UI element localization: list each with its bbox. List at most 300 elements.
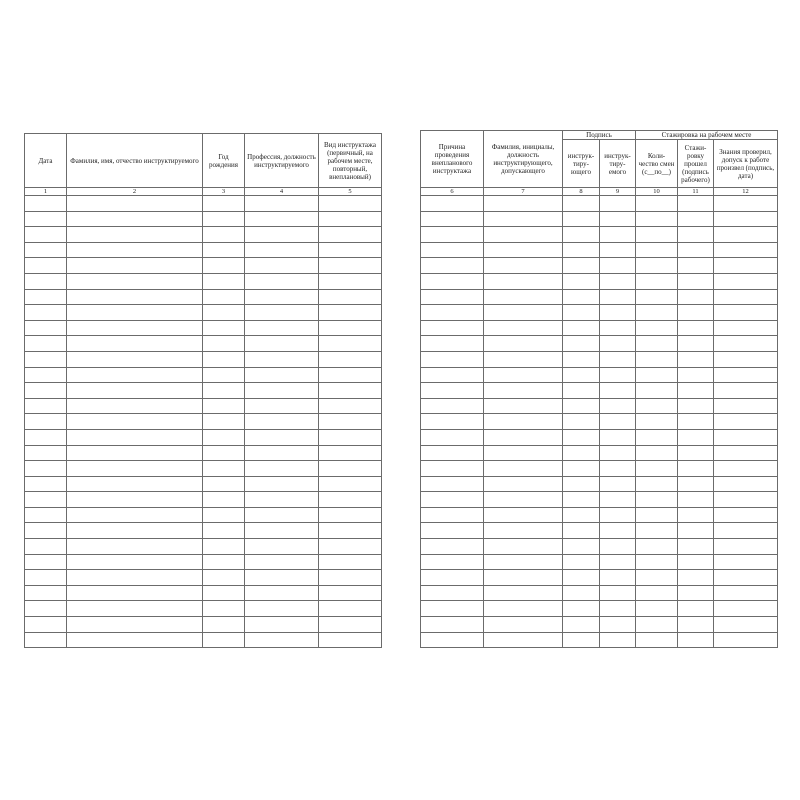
table-cell [636, 617, 678, 633]
table-cell [600, 273, 636, 289]
table-row [421, 632, 778, 648]
table-cell [484, 351, 563, 367]
table-cell [714, 305, 778, 321]
header-knowledge-check: Знания проверил, допуск к работе произвел (подпись, дата) [714, 140, 778, 188]
table-row [421, 383, 778, 399]
table-row [421, 242, 778, 258]
table-cell [484, 601, 563, 617]
column-number: 5 [319, 188, 382, 196]
table-cell [25, 523, 67, 539]
table-cell [25, 211, 67, 227]
table-cell [319, 242, 382, 258]
table-cell [636, 632, 678, 648]
table-cell [563, 227, 600, 243]
table-row [421, 196, 778, 212]
table-cell [25, 570, 67, 586]
table-cell [563, 461, 600, 477]
table-cell [421, 242, 484, 258]
right-journal-page [420, 130, 777, 660]
column-number: 12 [714, 188, 778, 196]
table-cell [714, 196, 778, 212]
table-cell [67, 554, 203, 570]
table-cell [484, 461, 563, 477]
table-cell [484, 414, 563, 430]
table-cell [678, 476, 714, 492]
table-cell [678, 320, 714, 336]
table-cell [319, 414, 382, 430]
table-cell [421, 445, 484, 461]
table-cell [421, 196, 484, 212]
table-row [421, 336, 778, 352]
table-cell [714, 601, 778, 617]
table-cell [319, 507, 382, 523]
table-cell [484, 570, 563, 586]
table-cell [319, 492, 382, 508]
table-cell [563, 539, 600, 555]
table-row [25, 554, 382, 570]
table-cell [600, 398, 636, 414]
table-cell [600, 492, 636, 508]
table-cell [484, 617, 563, 633]
table-cell [678, 632, 714, 648]
table-cell [203, 539, 245, 555]
table-cell [421, 632, 484, 648]
table-cell [636, 211, 678, 227]
table-cell [203, 258, 245, 274]
column-number: 3 [203, 188, 245, 196]
table-cell [563, 289, 600, 305]
table-cell [67, 492, 203, 508]
table-cell [563, 445, 600, 461]
table-cell [636, 523, 678, 539]
table-row [25, 258, 382, 274]
table-cell [484, 585, 563, 601]
table-cell [714, 523, 778, 539]
table-cell [678, 570, 714, 586]
table-cell [714, 336, 778, 352]
table-cell [245, 196, 319, 212]
table-cell [714, 476, 778, 492]
table-cell [203, 227, 245, 243]
table-row [421, 398, 778, 414]
table-row [25, 632, 382, 648]
table-cell [421, 414, 484, 430]
table-cell [484, 398, 563, 414]
table-cell [678, 227, 714, 243]
table-cell [25, 336, 67, 352]
table-row [421, 305, 778, 321]
table-cell [67, 383, 203, 399]
table-cell [600, 539, 636, 555]
table-row [421, 523, 778, 539]
table-row [25, 367, 382, 383]
table-cell [714, 242, 778, 258]
table-cell [203, 351, 245, 367]
header-full-name: Фамилия, имя, отчество инструктируемого [67, 134, 203, 188]
table-cell [245, 336, 319, 352]
table-cell [203, 320, 245, 336]
table-cell [714, 492, 778, 508]
table-cell [484, 336, 563, 352]
table-cell [636, 383, 678, 399]
table-cell [714, 429, 778, 445]
table-cell [600, 367, 636, 383]
table-cell [25, 289, 67, 305]
table-cell [319, 227, 382, 243]
table-row [25, 273, 382, 289]
table-cell [636, 507, 678, 523]
table-cell [245, 476, 319, 492]
table-cell [421, 601, 484, 617]
table-cell [203, 617, 245, 633]
table-cell [67, 632, 203, 648]
table-cell [714, 398, 778, 414]
table-cell [678, 351, 714, 367]
table-cell [25, 539, 67, 555]
table-row [421, 585, 778, 601]
table-row [421, 507, 778, 523]
table-cell [678, 367, 714, 383]
table-cell [421, 554, 484, 570]
header-instructor: Фамилия, инициалы, должность инструктирующего, допускающего [484, 131, 563, 188]
table-cell [636, 492, 678, 508]
table-cell [25, 632, 67, 648]
table-cell [245, 570, 319, 586]
table-cell [636, 429, 678, 445]
table-cell [714, 258, 778, 274]
table-cell [563, 570, 600, 586]
table-cell [203, 305, 245, 321]
table-cell [678, 242, 714, 258]
table-cell [25, 414, 67, 430]
table-cell [245, 258, 319, 274]
table-cell [600, 289, 636, 305]
table-cell [636, 258, 678, 274]
table-row [25, 476, 382, 492]
table-row [421, 461, 778, 477]
left-journal-page [24, 133, 381, 663]
table-cell [203, 492, 245, 508]
table-cell [484, 289, 563, 305]
table-row [25, 242, 382, 258]
table-cell [421, 258, 484, 274]
table-cell [245, 351, 319, 367]
table-cell [421, 570, 484, 586]
table-row [25, 196, 382, 212]
table-cell [484, 383, 563, 399]
column-number: 4 [245, 188, 319, 196]
table-cell [319, 617, 382, 633]
table-cell [484, 196, 563, 212]
column-number: 8 [563, 188, 600, 196]
table-cell [563, 476, 600, 492]
left-journal-table [24, 133, 382, 648]
table-cell [714, 414, 778, 430]
table-cell [203, 570, 245, 586]
table-row [25, 289, 382, 305]
table-row [421, 351, 778, 367]
table-cell [421, 211, 484, 227]
table-cell [319, 585, 382, 601]
table-row [421, 445, 778, 461]
table-cell [678, 398, 714, 414]
table-cell [67, 367, 203, 383]
table-cell [714, 445, 778, 461]
table-cell [25, 554, 67, 570]
table-cell [636, 273, 678, 289]
table-row [25, 601, 382, 617]
table-cell [636, 351, 678, 367]
table-row [421, 617, 778, 633]
table-cell [636, 320, 678, 336]
table-cell [25, 601, 67, 617]
table-cell [67, 351, 203, 367]
table-cell [678, 429, 714, 445]
table-cell [714, 320, 778, 336]
table-cell [563, 351, 600, 367]
table-row [421, 258, 778, 274]
table-cell [636, 585, 678, 601]
header-birth-year: Год рождения [203, 134, 245, 188]
table-cell [484, 211, 563, 227]
table-cell [714, 507, 778, 523]
table-cell [600, 585, 636, 601]
column-number: 7 [484, 188, 563, 196]
table-row [421, 429, 778, 445]
table-cell [563, 367, 600, 383]
table-row [421, 289, 778, 305]
table-row [421, 414, 778, 430]
table-cell [203, 414, 245, 430]
table-cell [563, 429, 600, 445]
table-cell [319, 367, 382, 383]
table-cell [25, 461, 67, 477]
table-cell [600, 429, 636, 445]
column-number: 6 [421, 188, 484, 196]
table-cell [714, 227, 778, 243]
table-cell [563, 196, 600, 212]
table-row [421, 211, 778, 227]
table-cell [319, 523, 382, 539]
table-cell [67, 414, 203, 430]
table-cell [600, 507, 636, 523]
table-cell [245, 289, 319, 305]
table-cell [636, 414, 678, 430]
table-cell [600, 351, 636, 367]
table-cell [67, 196, 203, 212]
table-cell [714, 351, 778, 367]
table-cell [484, 242, 563, 258]
table-row [25, 570, 382, 586]
table-row [25, 585, 382, 601]
table-cell [600, 414, 636, 430]
table-row [421, 227, 778, 243]
table-cell [600, 320, 636, 336]
table-cell [678, 585, 714, 601]
table-row [25, 414, 382, 430]
header-internship-group: Стажировка на рабочем месте [636, 131, 778, 140]
table-cell [714, 461, 778, 477]
table-row [421, 539, 778, 555]
table-cell [203, 445, 245, 461]
table-cell [600, 601, 636, 617]
table-cell [600, 617, 636, 633]
table-cell [484, 258, 563, 274]
table-cell [25, 305, 67, 321]
table-cell [678, 445, 714, 461]
table-cell [678, 601, 714, 617]
table-cell [203, 523, 245, 539]
table-cell [421, 305, 484, 321]
table-cell [421, 539, 484, 555]
table-cell [636, 196, 678, 212]
table-cell [319, 445, 382, 461]
column-number: 10 [636, 188, 678, 196]
table-cell [563, 273, 600, 289]
table-cell [636, 601, 678, 617]
table-cell [245, 523, 319, 539]
table-row [421, 476, 778, 492]
table-cell [25, 320, 67, 336]
table-cell [484, 273, 563, 289]
table-cell [203, 554, 245, 570]
table-cell [245, 273, 319, 289]
table-cell [25, 351, 67, 367]
table-cell [319, 461, 382, 477]
header-profession: Профессия, должность инструктируемого [245, 134, 319, 188]
table-cell [678, 523, 714, 539]
table-cell [600, 461, 636, 477]
table-cell [678, 211, 714, 227]
table-cell [203, 476, 245, 492]
table-cell [563, 242, 600, 258]
table-cell [245, 461, 319, 477]
table-cell [678, 461, 714, 477]
table-cell [67, 242, 203, 258]
table-cell [67, 585, 203, 601]
table-cell [563, 523, 600, 539]
table-cell [203, 211, 245, 227]
table-cell [319, 383, 382, 399]
table-cell [636, 336, 678, 352]
table-cell [203, 429, 245, 445]
table-cell [203, 398, 245, 414]
table-cell [319, 351, 382, 367]
table-cell [714, 383, 778, 399]
table-cell [714, 211, 778, 227]
table-cell [600, 196, 636, 212]
table-cell [421, 398, 484, 414]
table-row [25, 523, 382, 539]
table-cell [421, 492, 484, 508]
table-cell [203, 242, 245, 258]
table-cell [67, 320, 203, 336]
header-reason: Причина проведения внепланового инструктажа [421, 131, 484, 188]
table-cell [245, 398, 319, 414]
table-cell [678, 289, 714, 305]
table-cell [245, 585, 319, 601]
table-cell [245, 507, 319, 523]
table-cell [714, 570, 778, 586]
left-table-body [25, 196, 382, 648]
table-cell [203, 289, 245, 305]
table-cell [636, 476, 678, 492]
table-cell [484, 367, 563, 383]
table-cell [636, 539, 678, 555]
table-cell [25, 367, 67, 383]
table-cell [245, 601, 319, 617]
table-cell [421, 429, 484, 445]
table-cell [678, 539, 714, 555]
column-number: 11 [678, 188, 714, 196]
table-cell [714, 554, 778, 570]
table-cell [678, 492, 714, 508]
table-cell [319, 320, 382, 336]
table-cell [714, 585, 778, 601]
table-cell [563, 601, 600, 617]
table-cell [678, 336, 714, 352]
table-cell [67, 258, 203, 274]
table-cell [203, 336, 245, 352]
table-cell [245, 414, 319, 430]
table-cell [484, 523, 563, 539]
table-cell [319, 289, 382, 305]
table-cell [67, 429, 203, 445]
table-cell [203, 632, 245, 648]
table-cell [67, 445, 203, 461]
table-cell [636, 289, 678, 305]
table-cell [600, 554, 636, 570]
table-cell [714, 539, 778, 555]
table-cell [67, 305, 203, 321]
table-cell [421, 289, 484, 305]
table-row [25, 492, 382, 508]
table-cell [484, 227, 563, 243]
table-cell [421, 617, 484, 633]
table-cell [25, 273, 67, 289]
table-cell [714, 367, 778, 383]
table-cell [319, 429, 382, 445]
column-number: 1 [25, 188, 67, 196]
table-row [25, 336, 382, 352]
table-cell [636, 242, 678, 258]
table-cell [203, 461, 245, 477]
table-cell [678, 507, 714, 523]
table-cell [600, 336, 636, 352]
table-cell [484, 445, 563, 461]
table-cell [484, 554, 563, 570]
table-cell [484, 507, 563, 523]
table-cell [67, 227, 203, 243]
table-cell [25, 398, 67, 414]
table-cell [245, 211, 319, 227]
table-cell [245, 242, 319, 258]
table-cell [245, 492, 319, 508]
table-cell [600, 445, 636, 461]
table-cell [319, 398, 382, 414]
table-cell [25, 617, 67, 633]
table-cell [67, 336, 203, 352]
table-cell [319, 554, 382, 570]
table-cell [636, 570, 678, 586]
table-cell [67, 601, 203, 617]
table-cell [563, 258, 600, 274]
table-cell [636, 554, 678, 570]
table-row [25, 398, 382, 414]
table-row [25, 539, 382, 555]
table-cell [245, 320, 319, 336]
table-cell [25, 585, 67, 601]
